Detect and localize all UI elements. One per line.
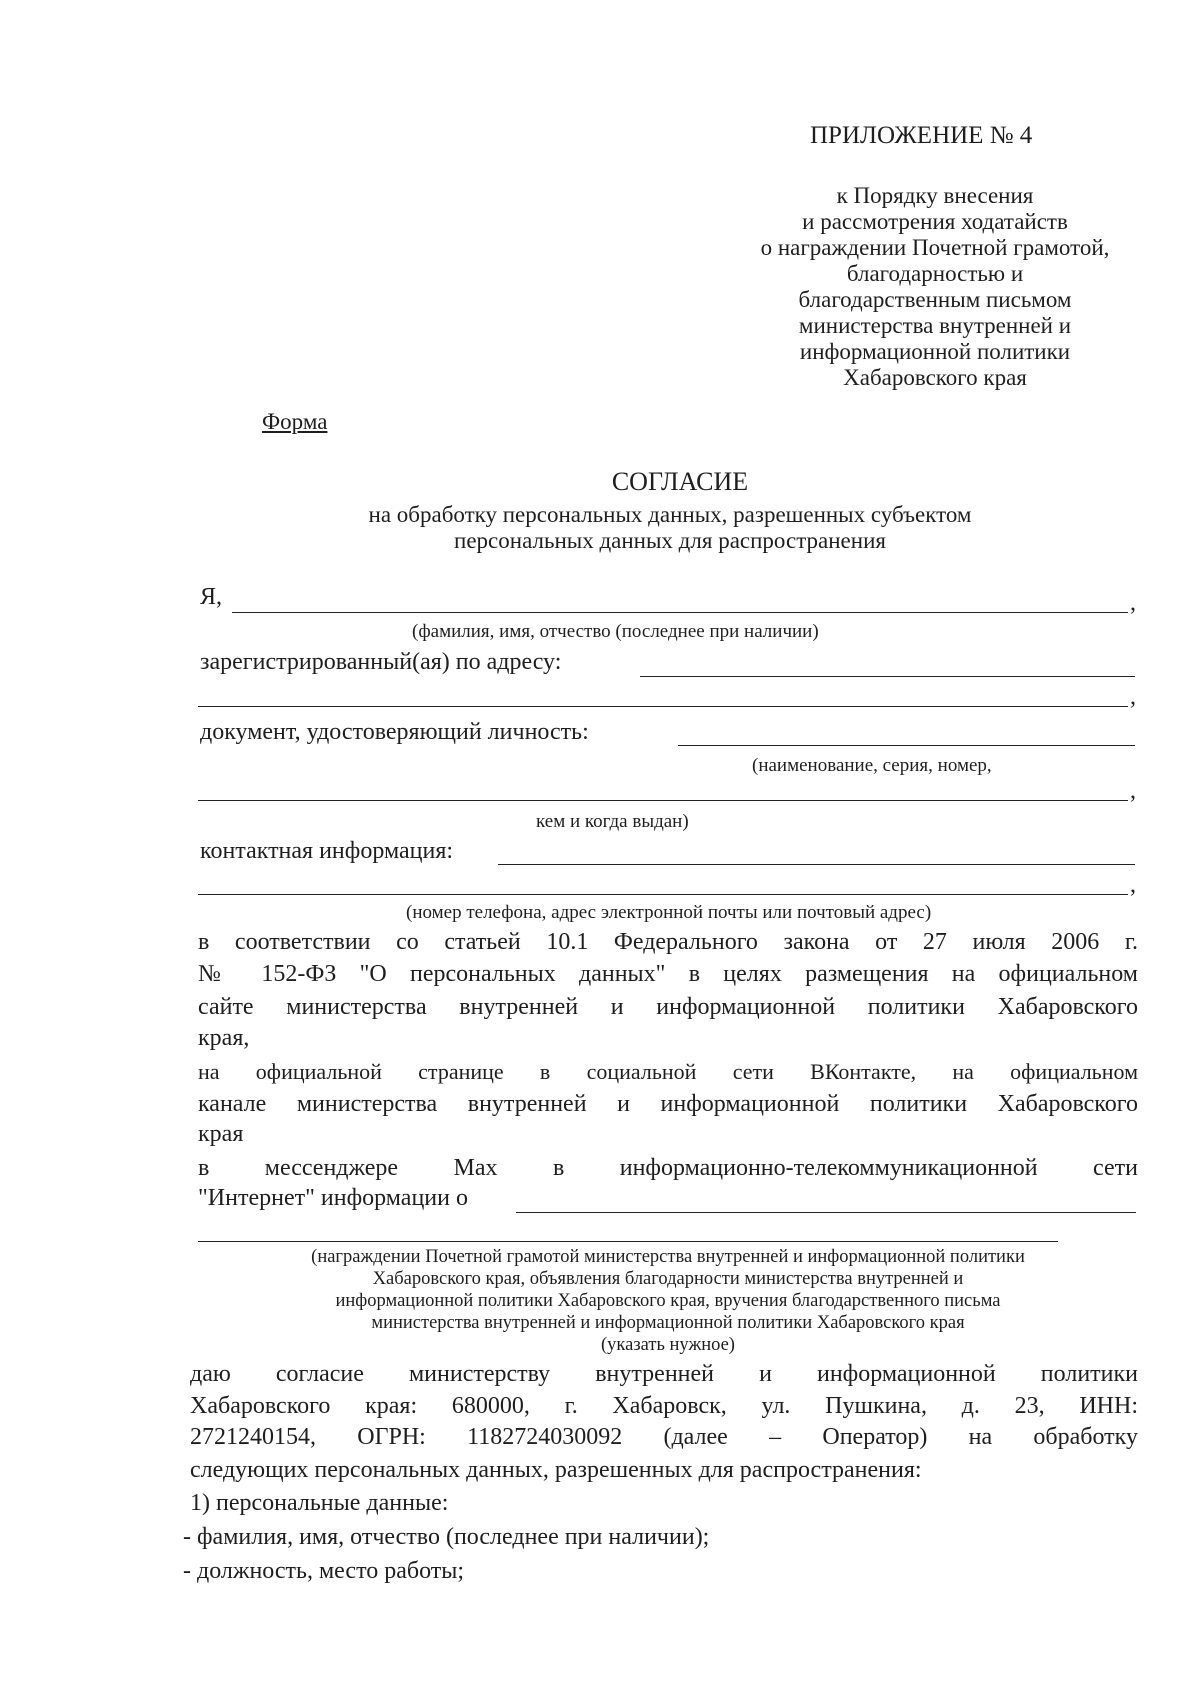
comma: , — [1130, 872, 1136, 898]
fio-input-line[interactable] — [232, 612, 1128, 613]
paragraph-line: сайте министерства внутренней и информационной политики Хабаровского — [198, 994, 1138, 1020]
comma: , — [1130, 684, 1136, 710]
appendix-line: и рассмотрения ходатайств — [802, 209, 1068, 234]
appendix-line: к Порядку внесения — [836, 183, 1034, 208]
award-hint-line: министерства внутренней и информационной политики Хабаровского края — [371, 1313, 965, 1333]
award-input-line-2[interactable] — [198, 1241, 1058, 1242]
list-item: - должность, место работы; — [183, 1558, 465, 1584]
address-input-line[interactable] — [640, 676, 1135, 677]
i-label: Я, — [200, 584, 223, 610]
appendix-line: информационной политики — [799, 339, 1071, 364]
paragraph-line: Хабаровского края: 680000, г. Хабаровск, ул. Пушкина, д. 23, ИНН: — [190, 1393, 1138, 1419]
paragraph-line: следующих персональных данных, разрешенных для распространения: — [190, 1457, 922, 1483]
paragraph-line: края — [198, 1121, 244, 1147]
paragraph-line: № 152-ФЗ "О персональных данных" в целях размещения на официальном — [198, 961, 1138, 987]
consent-subtitle-2: персональных данных для распространения — [454, 528, 886, 553]
appendix-title: ПРИЛОЖЕНИЕ № 4 — [810, 122, 1033, 149]
contact-input-line-2[interactable] — [198, 894, 1128, 895]
award-hint-line: (награждении Почетной грамотой министерства внутренней и информационной политики — [311, 1247, 1025, 1267]
appendix-line: Хабаровского края — [843, 365, 1027, 390]
paragraph-line: в соответствии со статьей 10.1 Федерального закона от 27 июля 2006 г. — [198, 929, 1138, 955]
appendix-line: благодарностью и — [846, 261, 1024, 286]
comma: , — [1130, 590, 1136, 616]
appendix-subtitle — [700, 183, 1170, 391]
document-hint-1: (наименование, серия, номер, — [752, 755, 992, 776]
list-item: 1) персональные данные: — [190, 1490, 449, 1516]
paragraph-line: 2721240154, ОГРН: 1182724030092 (далее – Оператор) на обработку — [190, 1424, 1138, 1450]
document-label: документ, удостоверяющий личность: — [200, 719, 589, 745]
list-item: - фамилия, имя, отчество (последнее при наличии); — [183, 1524, 710, 1550]
paragraph-line: "Интернет" информации о — [198, 1185, 468, 1211]
appendix-line: о награждении Почетной грамотой, — [760, 235, 1110, 260]
consent-subtitle-1: на обработку персональных данных, разрешенных субъектом — [368, 502, 972, 527]
address-label: зарегистрированный(ая) по адресу: — [200, 649, 562, 675]
document-input-line-2[interactable] — [198, 800, 1128, 801]
contact-label: контактная информация: — [200, 838, 454, 864]
award-hint — [188, 1246, 1148, 1356]
paragraph-line: края, — [198, 1025, 250, 1051]
paragraph-line: канале министерства внутренней и информационной политики Хабаровского — [198, 1091, 1138, 1117]
consent-title: СОГЛАСИЕ — [611, 467, 749, 496]
paragraph-line: на официальной странице в социальной сети ВКонтакте, на официальном — [198, 1059, 1138, 1084]
fio-hint: (фамилия, имя, отчество (последнее при наличии) — [412, 621, 819, 642]
contact-hint: (номер телефона, адрес электронной почты или почтовый адрес) — [406, 902, 932, 923]
document-hint-2: кем и когда выдан) — [536, 811, 689, 832]
comma: , — [1130, 778, 1136, 804]
document-input-line[interactable] — [678, 745, 1135, 746]
contact-input-line[interactable] — [498, 864, 1135, 865]
appendix-line: министерства внутренней и — [798, 313, 1072, 338]
form-label: Форма — [262, 409, 328, 434]
paragraph-line: в мессенджере Max в информационно-телекоммуникационной сети — [198, 1155, 1138, 1181]
award-hint-line: Хабаровского края, объявления благодарности министерства внутренней и — [372, 1269, 964, 1289]
appendix-line: благодарственным письмом — [798, 287, 1072, 312]
address-input-line-2[interactable] — [198, 706, 1128, 707]
award-input-line[interactable] — [516, 1212, 1136, 1213]
award-hint-line: информационной политики Хабаровского края, вручения благодарственного письма — [335, 1291, 1001, 1311]
award-hint-line: (указать нужное) — [601, 1335, 735, 1355]
paragraph-line: даю согласие министерству внутренней и информационной политики — [190, 1361, 1138, 1387]
